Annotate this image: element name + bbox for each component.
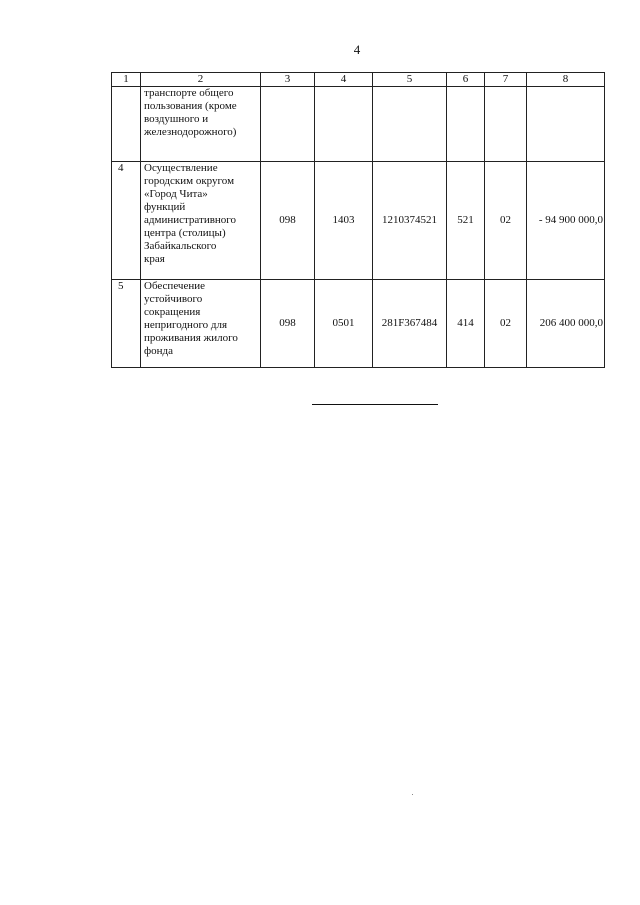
budget-table (111, 72, 605, 368)
page-number: 4 (353, 42, 361, 57)
column-header-5: 5 (373, 73, 447, 87)
column-header-1: 1 (112, 73, 141, 87)
row-description: Осуществление городским округом «Город Чита» функций административного центра (столицы) Забайкальского края (141, 162, 261, 280)
column-header-7: 7 (485, 73, 527, 87)
row-description: транспорте общего пользования (кроме воздушного и железнодорожного) (141, 87, 261, 162)
row-col-3: 098 (261, 162, 315, 280)
row-number: 4 (112, 162, 141, 280)
row-col-5 (373, 87, 447, 162)
row-amount: - 94 900 000,0 (527, 162, 605, 280)
table-row (112, 162, 605, 280)
table-row (112, 280, 605, 368)
row-col-6: 521 (447, 162, 485, 280)
row-col-3 (261, 87, 315, 162)
row-col-7: 02 (485, 280, 527, 368)
row-description: Обеспечение устойчивого сокращения непригодного для проживания жилого фонда (141, 280, 261, 368)
column-header-4: 4 (315, 73, 373, 87)
row-col-5: 1210374521 (373, 162, 447, 280)
scan-artifact (412, 794, 413, 795)
row-col-6 (447, 87, 485, 162)
row-col-6: 414 (447, 280, 485, 368)
header-row (112, 73, 605, 87)
row-col-7: 02 (485, 162, 527, 280)
column-header-3: 3 (261, 73, 315, 87)
row-col-4 (315, 87, 373, 162)
row-col-3: 098 (261, 280, 315, 368)
row-number: 5 (112, 280, 141, 368)
row-col-4: 1403 (315, 162, 373, 280)
column-header-8: 8 (527, 73, 605, 87)
row-amount: 206 400 000,0 (527, 280, 605, 368)
row-col-5: 281F367484 (373, 280, 447, 368)
end-rule (312, 404, 438, 405)
column-header-2: 2 (141, 73, 261, 87)
row-col-7 (485, 87, 527, 162)
row-number (112, 87, 141, 162)
row-col-4: 0501 (315, 280, 373, 368)
row-amount (527, 87, 605, 162)
table-row (112, 87, 605, 162)
column-header-6: 6 (447, 73, 485, 87)
